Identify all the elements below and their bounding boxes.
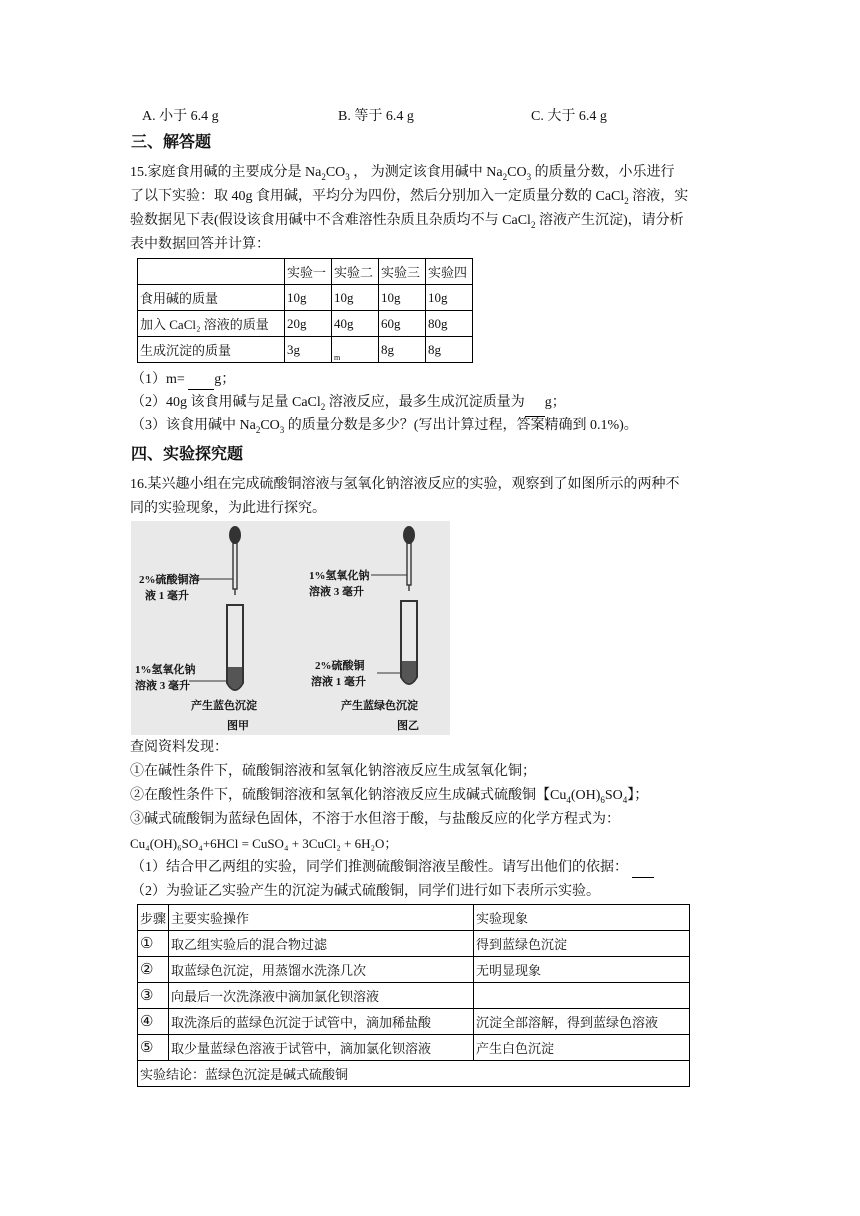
q15-line-3: 验数据见下表(假设该食用碱中不含难溶性杂质且杂质均不与 CaCl$_2$ 溶液产生沉淀)，请分析 <box>130 213 684 230</box>
table-cell: 实验二 <box>332 259 379 285</box>
table-cell <box>474 983 690 1009</box>
table-cell: 10g <box>379 285 426 311</box>
answer-blank[interactable] <box>525 402 545 417</box>
q15-line-2: 了以下实验：取 40g 食用碱，平均分为四份，然后分别加入一定质量分数的 CaCl$_2$ 溶液，实 <box>130 189 689 206</box>
table-row <box>138 1061 690 1087</box>
table-cell: 食用碱的质量 <box>138 285 285 311</box>
q16-line-2: 同的实验现象，为此进行探究。 <box>130 501 326 516</box>
table-cell: 取乙组实验后的混合物过滤 <box>169 931 474 957</box>
label-right-top-1: 1%氢氧化钠 <box>309 570 370 582</box>
table-cell: 3g <box>285 337 332 363</box>
table-cell: 60g <box>379 311 426 337</box>
label-left-mid-2: 溶液 3 毫升 <box>135 680 190 692</box>
label-right-top-2: 溶液 3 毫升 <box>309 586 364 598</box>
table-cell: 向最后一次洗涤液中滴加氯化钡溶液 <box>169 983 474 1009</box>
table-cell: 主要实验操作 <box>169 905 474 931</box>
q16-reference-intro: 查阅资料发现： <box>130 740 228 755</box>
dropper-bulb-right <box>403 526 415 544</box>
table-cell: ③ <box>138 983 169 1009</box>
label-left-mid-1: 1%氢氧化钠 <box>135 664 196 676</box>
table-row <box>138 285 473 311</box>
q15-line-1: 15.家庭食用碱的主要成分是 $Na_2CO_3$ ， 为测定该食用碱中 $Na_2CO_3$ 的质量分数，小乐进行 <box>130 165 675 182</box>
table-cell: 10g <box>426 285 473 311</box>
table-row <box>138 311 473 337</box>
table-row <box>138 337 473 363</box>
q16-equation: Cu₄(OH)₆SO₄+6HCl = CuSO₄ + 3CuCl₂ + 6H₂O； <box>130 836 398 851</box>
q16-reference-1: ①在碱性条件下，硫酸铜溶液和氢氧化钠溶液反应生成氢氧化铜； <box>130 764 536 779</box>
answer-blank[interactable] <box>188 375 214 390</box>
table-cell: 20g <box>285 311 332 337</box>
table-cell: 8g <box>379 337 426 363</box>
table-conclusion: 实验结论：蓝绿色沉淀是碱式硫酸铜 <box>138 1061 690 1087</box>
table-row <box>138 259 473 285</box>
table-cell <box>138 259 285 285</box>
experiment-figure <box>131 521 450 735</box>
table-cell: ⑤ <box>138 1035 169 1061</box>
table-cell: ① <box>138 931 169 957</box>
precipitate-right <box>402 661 416 683</box>
q15-sub-3: （3）该食用碱中 $Na_2CO_3$ 的质量分数是多少？(写出计算过程，答案精确到 0.1%)。 <box>131 418 638 435</box>
table-cell: 10g <box>285 285 332 311</box>
label-right-mid-1: 2%硫酸铜 <box>315 660 365 672</box>
table-cell: ④ <box>138 1009 169 1035</box>
table-cell: 实验三 <box>379 259 426 285</box>
table-cell: 取少量蓝绿色溶液于试管中，滴加氯化钡溶液 <box>169 1035 474 1061</box>
dropper-tube-right <box>407 543 411 585</box>
table-cell: 实验现象 <box>474 905 690 931</box>
table-cell: 实验一 <box>285 259 332 285</box>
caption-right: 图乙 <box>397 720 419 732</box>
section-heading-4: 四、实验探究题 <box>131 446 244 463</box>
q15-sub-2: （2）40g 该食用碱与足量 CaCl$_2$ 溶液反应，最多生成沉淀质量为 g； <box>131 393 566 417</box>
q15-sub-1: （1）m= g； <box>131 370 235 390</box>
dropper-tube-left <box>233 543 237 589</box>
answer-blank[interactable] <box>632 863 654 878</box>
table-cell: 40g <box>332 311 379 337</box>
option-c: C. 大于 6.4 g <box>531 109 607 124</box>
label-left-top-2: 液 1 毫升 <box>145 590 189 602</box>
table-cell: 10g <box>332 285 379 311</box>
q16-reference-2: ②在酸性条件下，硫酸铜溶液和氢氧化钠溶液反应生成碱式硫酸铜【$Cu_4(OH)_6SO_4$】； <box>130 788 649 805</box>
table-row <box>138 905 690 931</box>
table-cell: 生成沉淀的质量 <box>138 337 285 363</box>
option-b: B. 等于 6.4 g <box>338 109 414 124</box>
table-row <box>138 1009 690 1035</box>
table-cell: 步骤 <box>138 905 169 931</box>
table-row <box>138 931 690 957</box>
table-cell: 沉淀全部溶解，得到蓝绿色溶液 <box>474 1009 690 1035</box>
table-cell: ② <box>138 957 169 983</box>
label-left-bottom: 产生蓝色沉淀 <box>191 700 257 712</box>
table-cell: 8g <box>426 337 473 363</box>
table-row <box>138 983 690 1009</box>
q15-line-4: 表中数据回答并计算： <box>130 237 270 252</box>
table-row <box>138 957 690 983</box>
q16-sub-2: （2）为验证乙实验产生的沉淀为碱式硫酸铜，同学们进行如下表所示实验。 <box>131 884 600 899</box>
label-left-top-1: 2%硫酸铜溶 <box>139 574 200 586</box>
dropper-bulb-left <box>229 526 241 544</box>
section-heading-3: 三、解答题 <box>131 134 212 151</box>
label-right-mid-2: 溶液 1 毫升 <box>311 676 366 688</box>
label-right-bottom: 产生蓝绿色沉淀 <box>341 700 418 712</box>
option-a: A. 小于 6.4 g <box>142 109 219 124</box>
table-cell: 取洗涤后的蓝绿色沉淀于试管中，滴加稀盐酸 <box>169 1009 474 1035</box>
table-cell: 80g <box>426 311 473 337</box>
q16-reference-3: ③碱式硫酸铜为蓝绿色固体，不溶于水但溶于酸，与盐酸反应的化学方程式为： <box>130 812 620 827</box>
caption-left: 图甲 <box>227 720 249 732</box>
table-cell: 得到蓝绿色沉淀 <box>474 931 690 957</box>
table-cell: 实验四 <box>426 259 473 285</box>
table-row <box>138 1035 690 1061</box>
table-cell: 无明显现象 <box>474 957 690 983</box>
table-cell: 取蓝绿色沉淀，用蒸馏水洗涤几次 <box>169 957 474 983</box>
q15-data-table <box>137 258 473 363</box>
table-cell: 产生白色沉淀 <box>474 1035 690 1061</box>
table-cell: 加入 CaCl₂ 溶液的质量 <box>138 311 285 337</box>
q16-sub-1: （1）结合甲乙两组的实验，同学们推测硫酸铜溶液呈酸性。请写出他们的依据： <box>131 858 654 878</box>
q16-line-1: 16.某兴趣小组在完成硫酸铜溶液与氢氧化钠溶液反应的实验，观察到了如图所示的两种不 <box>130 477 680 492</box>
q16-experiment-table <box>137 904 690 1087</box>
precipitate-left <box>228 667 242 689</box>
table-cell: m <box>332 337 379 363</box>
